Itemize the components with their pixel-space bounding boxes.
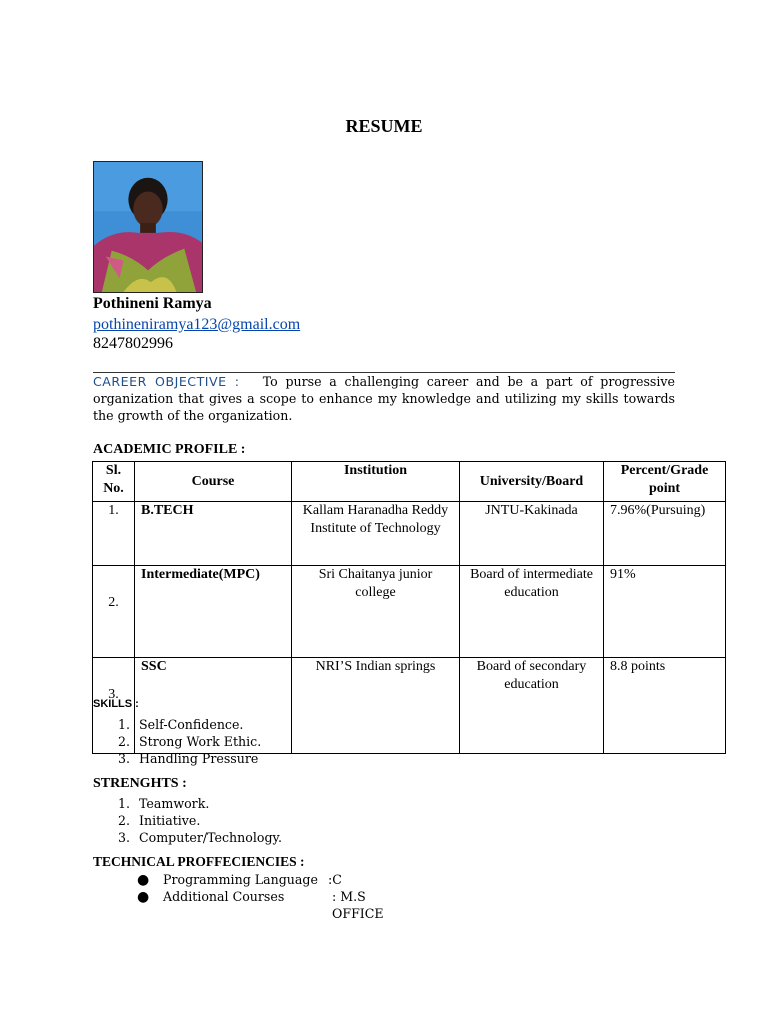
header-percent: Percent/Grade point: [604, 462, 726, 502]
objective-text: To purse a challenging career and be a part of progressive organization that gives a scope to enhance my knowledge and utilizing my skills towards the growth of the organization.: [93, 374, 675, 423]
cell-course: Intermediate(MPC): [135, 566, 292, 658]
table-row: [93, 502, 726, 566]
strengths-list: [93, 795, 282, 846]
cell-sl: 2.: [93, 566, 135, 658]
bullet-icon: ●: [137, 872, 150, 888]
technical-list: [137, 871, 384, 921]
list-item: ● Additional Courses : M.S OFFICE: [137, 889, 384, 921]
header-institution: Institution: [292, 462, 460, 502]
cell-sl: 3.: [93, 658, 135, 754]
skills-heading: SKILLS :: [93, 698, 139, 710]
cell-university: Board of secondary education: [460, 658, 604, 754]
list-item: 2. Strong Work Ethic.: [117, 734, 262, 749]
list-item: 3. Handling Pressure: [117, 751, 259, 766]
list-item: 2. Initiative.: [117, 813, 201, 828]
page-title: RESUME: [345, 116, 423, 136]
cell-course: B.TECH: [135, 502, 292, 566]
list-item: 3. Computer/Technology.: [117, 830, 282, 845]
profile-photo: [93, 161, 203, 293]
strengths-heading: STRENGHTS :: [93, 776, 187, 791]
list-item: ● Programming Language :C: [137, 872, 342, 888]
person-name: Pothineni Ramya: [93, 295, 212, 312]
cell-course: SSC: [135, 658, 292, 754]
table-header-row: [93, 462, 726, 502]
list-item: 1. Self-Confidence.: [117, 717, 244, 732]
email-link[interactable]: pothineniramya123@gmail.com: [93, 316, 301, 333]
cell-percent: 7.96%(Pursuing): [604, 502, 726, 566]
cell-university: JNTU-Kakinada: [460, 502, 604, 566]
cell-institution: Kallam Haranadha Reddy Institute of Technology: [292, 502, 460, 566]
academic-table: [92, 461, 726, 754]
cell-percent: 91%: [604, 566, 726, 658]
header-course: Course: [135, 462, 292, 502]
table-row: [93, 566, 726, 658]
skills-list: [93, 716, 261, 767]
cell-percent: 8.8 points: [604, 658, 726, 754]
cell-university: Board of intermediate education: [460, 566, 604, 658]
bullet-icon: ●: [137, 889, 150, 905]
career-objective: [93, 373, 675, 424]
header-sl-no: Sl. No.: [93, 462, 135, 502]
cell-sl: 1.: [93, 502, 135, 566]
cell-institution: Sri Chaitanya junior college: [292, 566, 460, 658]
list-item: 1. Teamwork.: [117, 796, 210, 811]
academic-heading: ACADEMIC PROFILE :: [93, 442, 246, 457]
cell-institution: NRI’S Indian springs: [292, 658, 460, 754]
technical-heading: TECHNICAL PROFFECIENCIES :: [93, 854, 305, 869]
header-university: University/Board: [460, 462, 604, 502]
objective-label: CAREER OBJECTIVE :: [93, 374, 240, 389]
phone-number: 8247802996: [93, 335, 173, 352]
